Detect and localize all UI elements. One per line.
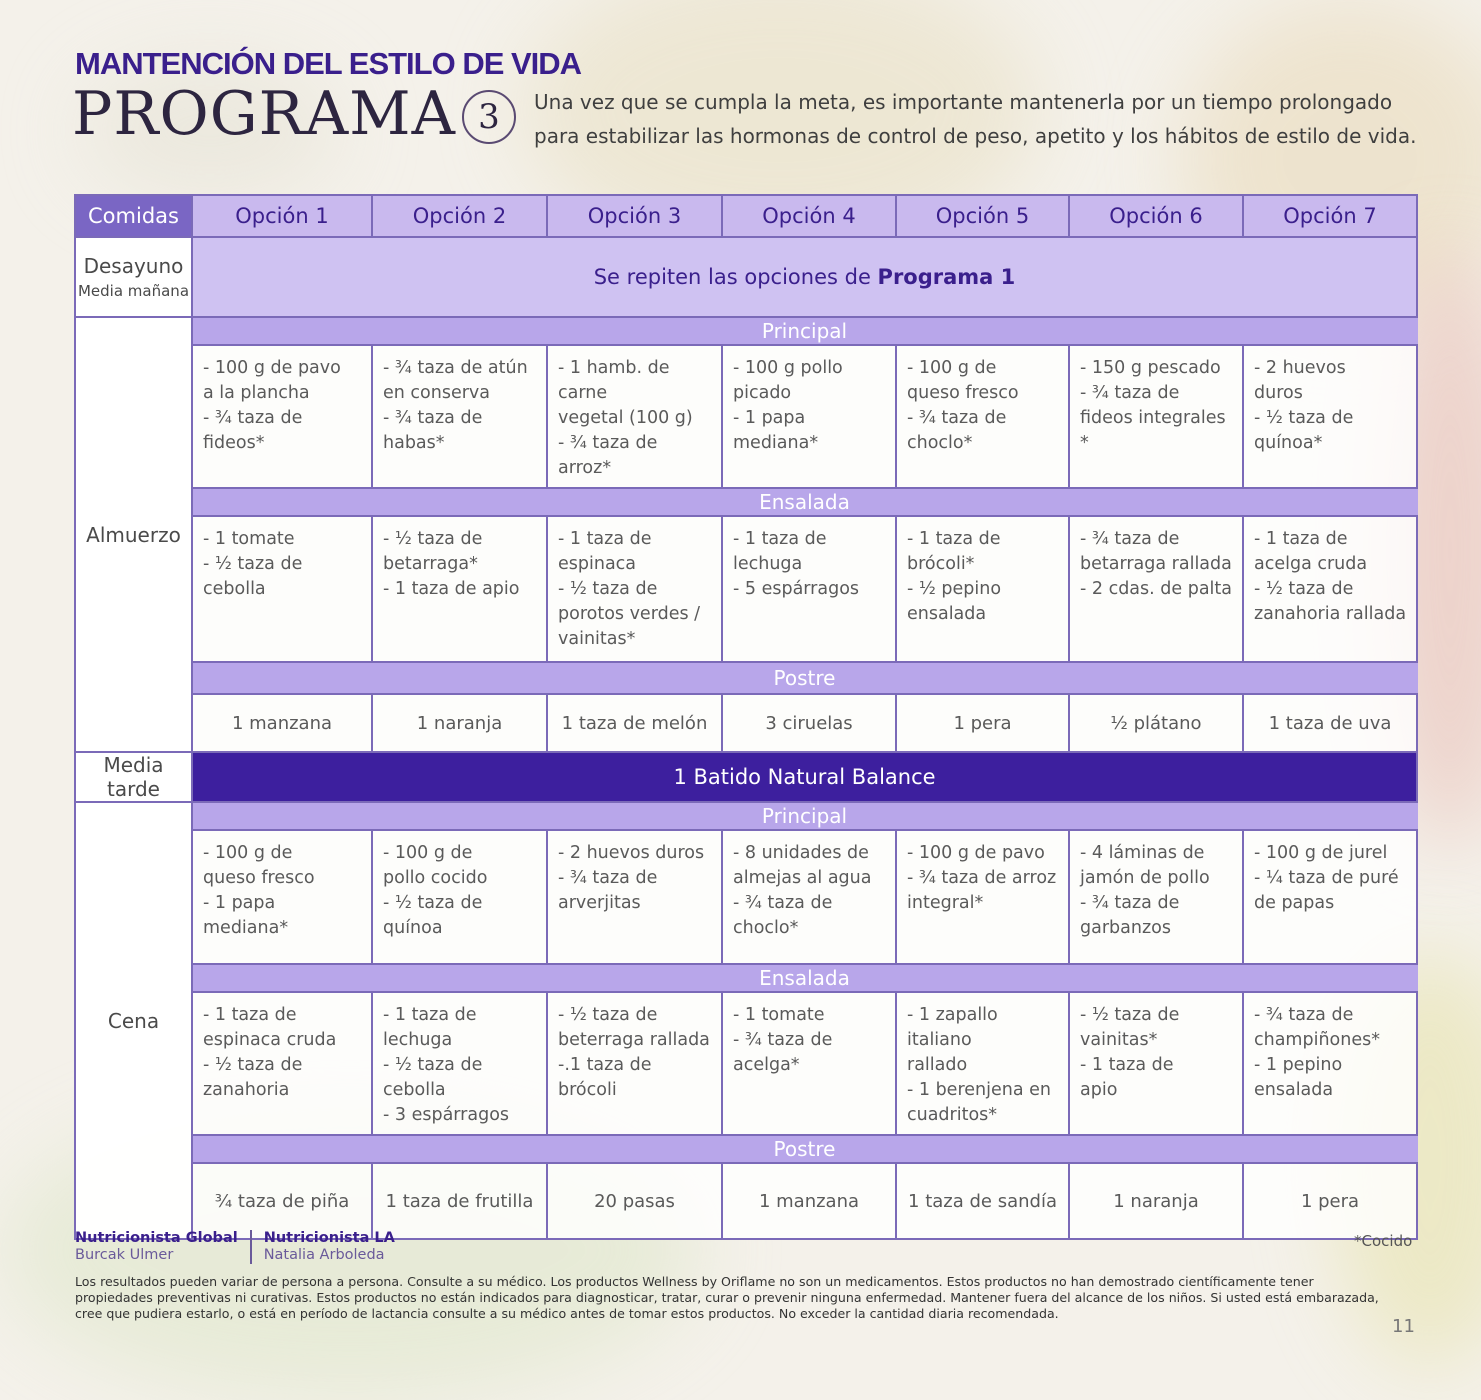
column-header: Comidas [75,195,192,237]
meal-cell: 1 pera [896,694,1069,752]
table-row [75,830,1417,964]
repeat-note [192,237,1417,317]
band-row [75,1135,1417,1163]
intro-text: Una vez que se cumpla la meta, es importante mantenerla por un tiempo prolongado para estabilizar las hormonas de control de peso, apetito y los hábitos de estilo de vida. [534,90,1417,148]
meal-cell: ½ plátano [1069,694,1243,752]
meal-cell: 1 taza de melón [547,694,722,752]
table-row [75,1163,1417,1239]
cocido-note: *Cocido [1354,1232,1413,1250]
table-row [75,345,1417,488]
meal-cell: 1 taza de uva [1243,694,1417,752]
meal-label-desayuno [75,237,192,317]
meal-cell: - ½ taza de vainitas* - 1 taza de apio [1069,992,1243,1135]
column-header: Opción 3 [547,195,722,237]
meal-cell: - 100 g de queso fresco - 1 papa mediana* [192,830,372,964]
band-principal: Principal [192,317,1417,345]
meal-cell: - 8 unidades de almejas al agua - ¾ taza de choclo* [722,830,896,964]
column-header: Opción 4 [722,195,896,237]
meal-cell: - 100 g de pavo - ¾ taza de arroz integral* [896,830,1069,964]
credit-title: Nutricionista LA [263,1230,395,1246]
column-header: Opción 6 [1069,195,1243,237]
meal-cell: 1 pera [1243,1163,1417,1239]
media-manana-label: Media mañana [77,282,190,300]
meal-label-almuerzo: Almuerzo [75,317,192,752]
meal-cell: - ¾ taza de betarraga rallada - 2 cdas. de palta [1069,516,1243,662]
column-header: Opción 1 [192,195,372,237]
credit-name: Burcak Ulmer [75,1247,174,1263]
credit-global [75,1230,238,1264]
meal-cell: - ¾ taza de atún en conserva - ¾ taza de habas* [372,345,547,488]
meal-cell: - 1 taza de acelga cruda - ½ taza de zanahoria rallada [1243,516,1417,662]
meal-cell: 1 naranja [372,694,547,752]
credit-name: Natalia Arboleda [263,1247,385,1263]
band-postre: Postre [192,662,1417,694]
page-number: 11 [1392,1316,1415,1337]
meal-cell: 1 naranja [1069,1163,1243,1239]
band-principal: Principal [192,802,1417,830]
column-header: Opción 7 [1243,195,1417,237]
meal-cell: - 1 zapallo italiano rallado - 1 berenjena en cuadritos* [896,992,1069,1135]
shake-row: 1 Batido Natural Balance [192,752,1417,802]
meal-cell: - 1 taza de lechuga - ½ taza de cebolla - 3 espárragos [372,992,547,1135]
meal-cell: - ½ taza de beterraga rallada -.1 taza de brócoli [547,992,722,1135]
disclaimer: Los resultados pueden variar de persona a persona. Consulte a su médico. Los productos Wellness by Oriflame no son un medicamentos. Estos productos no han demostrado científicamente tener propiedades preventivas ni curativas. Estos productos no están indicados para diagnosticar, tratar, curar o prevenir ninguna enfermedad. Mantener fuera del alcance de los niños. Si usted está embarazada, cree que pudiera estarlo, o está en período de lactancia consulte a su médico antes de tomar estos productos. No exceder la cantidad diaria recomendada. [75,1274,1379,1321]
divider [250,1230,252,1264]
meal-cell: - ½ taza de betarraga* - 1 taza de apio [372,516,547,662]
meal-cell: - 1 tomate - ¾ taza de acelga* [722,992,896,1135]
meal-cell: - 100 g de pollo cocido - ½ taza de quínoa [372,830,547,964]
column-header: Opción 2 [372,195,547,237]
repeat-program-link: Programa 1 [877,265,1016,289]
band-row [75,488,1417,516]
meal-cell: 1 manzana [192,694,372,752]
program-number: 3 [462,90,516,144]
meal-cell: - 4 láminas de jamón de pollo - ¾ taza de garbanzos [1069,830,1243,964]
page-subtitle: MANTENCIÓN DEL ESTILO DE VIDA [75,46,582,81]
table-row [75,992,1417,1135]
meal-cell: - 1 taza de espinaca - ½ taza de porotos verdes / vainitas* [547,516,722,662]
meal-cell: - 1 tomate - ½ taza de cebolla [192,516,372,662]
table-row [75,694,1417,752]
band-row [75,662,1417,694]
meal-cell: ¾ taza de piña [192,1163,372,1239]
meal-cell: - ¾ taza de champiñones* - 1 pepino ensalada [1243,992,1417,1135]
credit-la [264,1230,395,1264]
table-row [75,237,1417,317]
table-row [75,752,1417,802]
meal-plan-table [74,194,1418,1240]
credits [75,1230,395,1264]
meal-cell: - 2 huevos duros - ½ taza de quínoa* [1243,345,1417,488]
meal-cell: 3 ciruelas [722,694,896,752]
meal-cell: 1 taza de frutilla [372,1163,547,1239]
desayuno-label: Desayuno [83,254,184,278]
meal-cell: - 2 huevos duros - ¾ taza de arverjitas [547,830,722,964]
table-row [75,516,1417,662]
credit-title: Nutricionista Global [75,1230,238,1246]
meal-cell: - 1 taza de brócoli* - ½ pepino ensalada [896,516,1069,662]
table-header-row [75,195,1417,237]
page-title: PROGRAMA [72,79,456,149]
meal-cell: - 1 taza de espinaca cruda - ½ taza de zanahoria [192,992,372,1135]
meal-label-media-tarde: Media tarde [75,752,192,802]
band-row [75,317,1417,345]
meal-cell: - 100 g pollo picado - 1 papa mediana* [722,345,896,488]
meal-cell: - 1 taza de lechuga - 5 espárragos [722,516,896,662]
band-ensalada: Ensalada [192,488,1417,516]
band-postre: Postre [192,1135,1417,1163]
band-ensalada: Ensalada [192,964,1417,992]
meal-cell: 1 taza de sandía [896,1163,1069,1239]
meal-cell: 1 manzana [722,1163,896,1239]
meal-cell: - 100 g de pavo a la plancha - ¾ taza de fideos* [192,345,372,488]
meal-label-cena: Cena [75,802,192,1239]
repeat-text: Se repiten las opciones de [593,265,878,289]
band-row [75,802,1417,830]
meal-cell: 20 pasas [547,1163,722,1239]
meal-cell: - 150 g pescado - ¾ taza de fideos integrales * [1069,345,1243,488]
band-row [75,964,1417,992]
column-header: Opción 5 [896,195,1069,237]
meal-cell: - 100 g de queso fresco - ¾ taza de choclo* [896,345,1069,488]
meal-cell: - 1 hamb. de carne vegetal (100 g) - ¾ taza de arroz* [547,345,722,488]
meal-cell: - 100 g de jurel - ¼ taza de puré de papas [1243,830,1417,964]
